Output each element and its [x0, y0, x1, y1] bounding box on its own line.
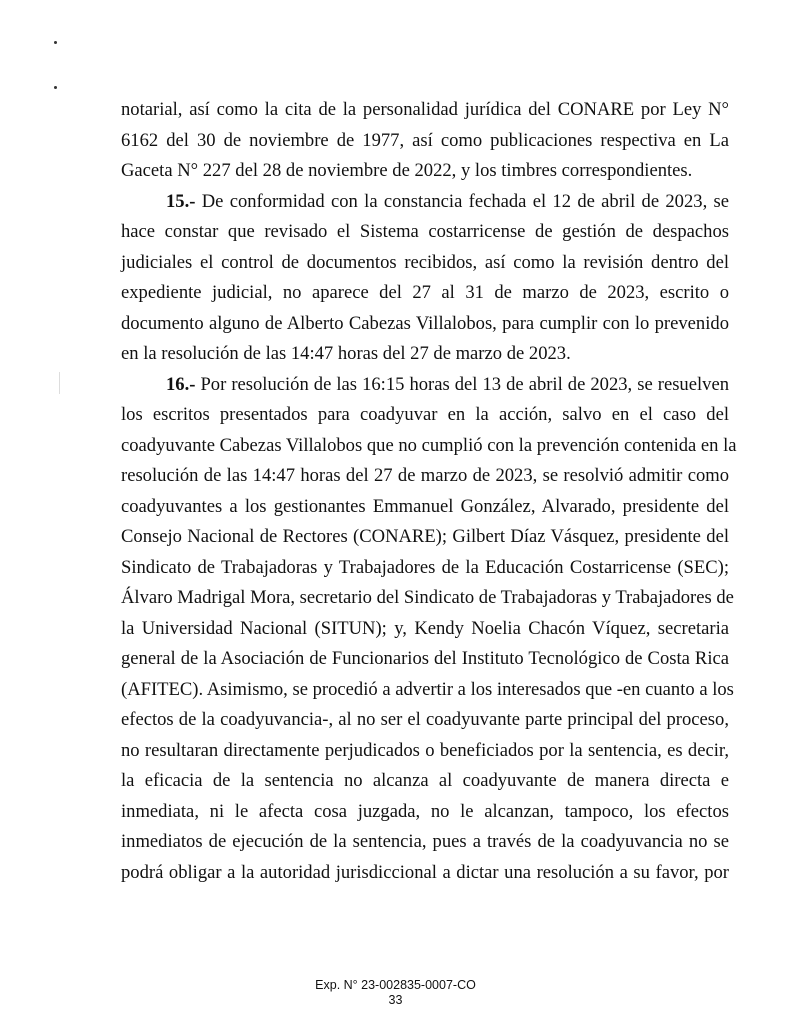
- text-line: coadyuvantes a los gestionantes Emmanuel González, Alvarado, presidente del: [121, 495, 729, 517]
- page-number: 33: [388, 993, 403, 1007]
- text-line: no resultaran directamente perjudicados o beneficiados por la sentencia, es decir,: [121, 739, 729, 761]
- text-line-content: De conformidad con la constancia fechada el 12 de abril de 2023, se: [195, 190, 729, 212]
- text-line: en la resolución de las 14:47 horas del 27 de marzo de 2023.: [121, 343, 571, 364]
- paragraph-16: [121, 370, 737, 889]
- text-line: judiciales el control de documentos recibidos, así como la revisión dentro del: [121, 251, 729, 273]
- text-line: podrá obligar a la autoridad jurisdiccional a dictar una resolución a su favor, por: [121, 861, 729, 883]
- text-line: [121, 370, 729, 401]
- text-line: efectos de la coadyuvancia-, al no ser el coadyuvante parte principal del proceso,: [121, 709, 729, 730]
- text-line: Gaceta N° 227 del 28 de noviembre de 2022, y los timbres correspondientes.: [121, 160, 693, 181]
- text-line: la Universidad Nacional (SITUN); y, Kendy Noelia Chacón Víquez, secretaria: [121, 617, 729, 639]
- text-line: inmediatos de ejecución de la sentencia, pues a través de la coadyuvancia no se: [121, 831, 729, 852]
- text-line: (AFITEC). Asimismo, se procedió a advertir a los interesados que -en cuanto a los: [121, 678, 734, 700]
- text-line: coadyuvante Cabezas Villalobos que no cumplió con la prevención contenida en la: [121, 434, 737, 456]
- case-reference: Exp. N° 23-002835-0007-CO: [315, 978, 476, 992]
- text-line: resolución de las 14:47 horas del 27 de marzo de 2023, se resolvió admitir como: [121, 465, 729, 486]
- text-line: general de la Asociación de Funcionarios del Instituto Tecnológico de Costa Rica: [121, 648, 729, 669]
- text-line: 6162 del 30 de noviembre de 1977, así como publicaciones respectiva en La: [121, 129, 729, 151]
- text-line-content: Por resolución de las 16:15 horas del 13 de abril de 2023, se resuelven: [195, 373, 729, 395]
- text-line: los escritos presentados para coadyuvar en la acción, salvo en el caso del: [121, 404, 729, 425]
- scan-artifact-mark: [59, 372, 60, 394]
- text-line: notarial, así como la cita de la personalidad jurídica del CONARE por Ley N°: [121, 99, 729, 120]
- text-line: documento alguno de Alberto Cabezas Villalobos, para cumplir con lo prevenido: [121, 312, 729, 334]
- scan-artifact-dot: [54, 41, 57, 44]
- paragraph-number: 15.-: [166, 190, 196, 212]
- paragraph-number: 16.-: [166, 373, 196, 395]
- text-line: Sindicato de Trabajadoras y Trabajadores de la Educación Costarricense (SEC);: [121, 556, 729, 578]
- document-body: [121, 95, 737, 888]
- paragraph-continuation: [121, 95, 729, 187]
- scan-artifact-dot: [54, 86, 57, 89]
- paragraph-15: [121, 187, 729, 370]
- text-line: expediente judicial, no aparece del 27 al 31 de marzo de 2023, escrito o: [121, 282, 729, 303]
- text-line: Álvaro Madrigal Mora, secretario del Sindicato de Trabajadoras y Trabajadores de: [121, 587, 734, 608]
- text-line: hace constar que revisado el Sistema costarricense de gestión de despachos: [121, 221, 729, 242]
- text-line: inmediata, ni le afecta cosa juzgada, no le alcanzan, tampoco, los efectos: [121, 800, 729, 822]
- text-line: [121, 187, 729, 218]
- text-line: la eficacia de la sentencia no alcanza al coadyuvante de manera directa e: [121, 770, 729, 791]
- text-line: Consejo Nacional de Rectores (CONARE); Gilbert Díaz Vásquez, presidente del: [121, 526, 729, 547]
